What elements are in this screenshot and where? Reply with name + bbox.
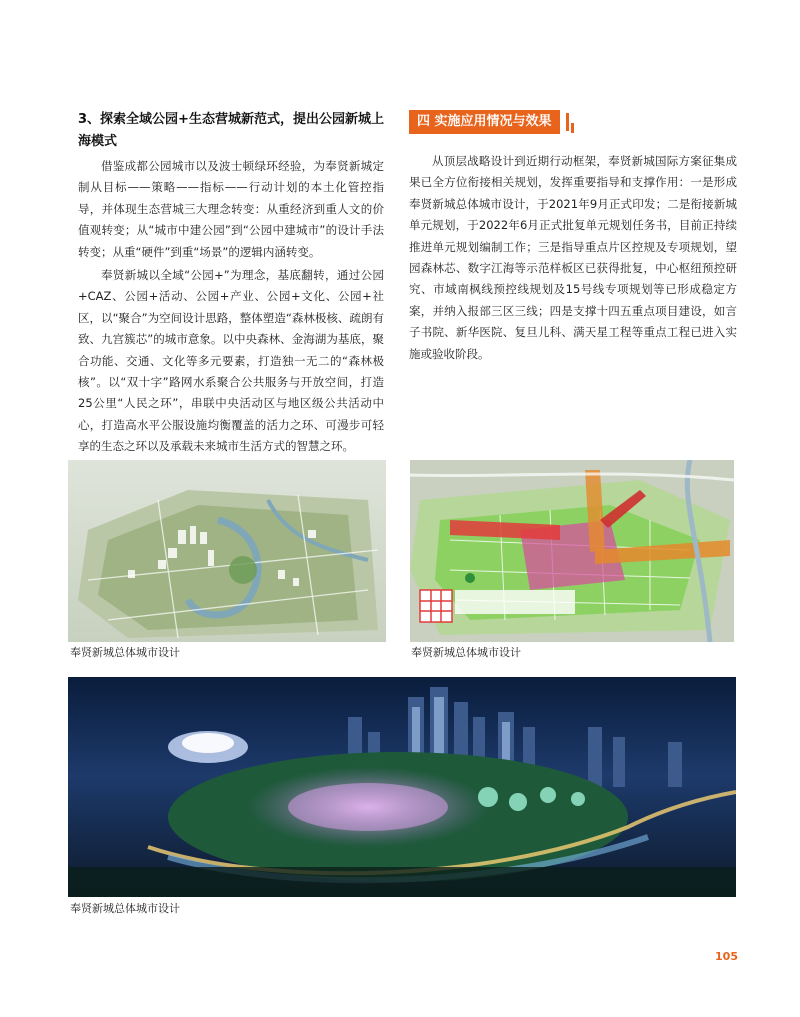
section-title: 四 实施应用情况与效果 [409,110,560,134]
left-column [78,109,384,458]
subsection-heading: 3、探索全域公园+生态营城新范式，提出公园新城上海模式 [78,112,384,149]
masterplan-aerial-image [68,460,386,642]
figure-caption: 奉贤新城总体城市设计 [70,902,180,915]
body-paragraph: 奉贤新城以全域“公园+”为理念，基底翻转，通过公园+CAZ、公园+活动、公园+产业、公园+文化、公园+社区，以“聚合”为空间设计思路，整体塑造“森林极核、疏朗有致、九宫簇芯”的城市意象。以中央森林、金海湖为基底，聚合功能、交通、文化等多元要素，打造独一无二的“森林极核”。以“双十字”路网水系聚合公共服务与开放空间，打造25公里“人民之环”，串联中央活动区与地区级公共活动中心，打造高水平公服设施均衡覆盖的活力之环、可漫步可轻享的生态之环以及承载未来城市生活方式的智慧之环。 [78,268,384,454]
body-paragraph: 从顶层战略设计到近期行动框架，奉贤新城国际方案征集成果已全方位衔接相关规划，发挥重要指导和支撑作用：一是形成奉贤新城总体城市设计，于2021年9月正式印发；二是衔接新城单元规划，于2022年6月正式批复单元规划任务书，目前正持续推进单元规划编制工作；三是指导重点片区控规及专项规划，望园森林芯、数字江海等示范样板区已获得批复，中心枢纽预控研究、市域南枫线预控线规划及15号线专项规划等已形成稳定方案，并纳入报部三区三线；四是支撑十四五重点项目建设，如言子书院、新华医院、复旦儿科、满天星工程等重点工程已进入实施或验收阶段。 [409,154,737,361]
right-column [409,109,737,365]
figure-caption: 奉贤新城总体城市设计 [411,646,521,659]
page-number: 105 [715,950,738,963]
night-rendering-image [68,677,736,897]
planning-diagram-image [410,460,734,642]
body-paragraph: 借鉴成都公园城市以及波士顿绿环经验，为奉贤新城定制从目标——策略——指标——行动计划的本土化管控指导，并体现生态营城三大理念转变：从重经济到重人文的价值观转变；从“城市中建公园”到“公园中建城市”的设计手法转变；从重“硬件”到重“场景”的逻辑内涵转变。 [78,159,384,259]
section-title-decoration [571,123,574,133]
section-header [409,109,737,135]
figure-caption: 奉贤新城总体城市设计 [70,646,180,659]
section-title-decoration [566,113,569,131]
